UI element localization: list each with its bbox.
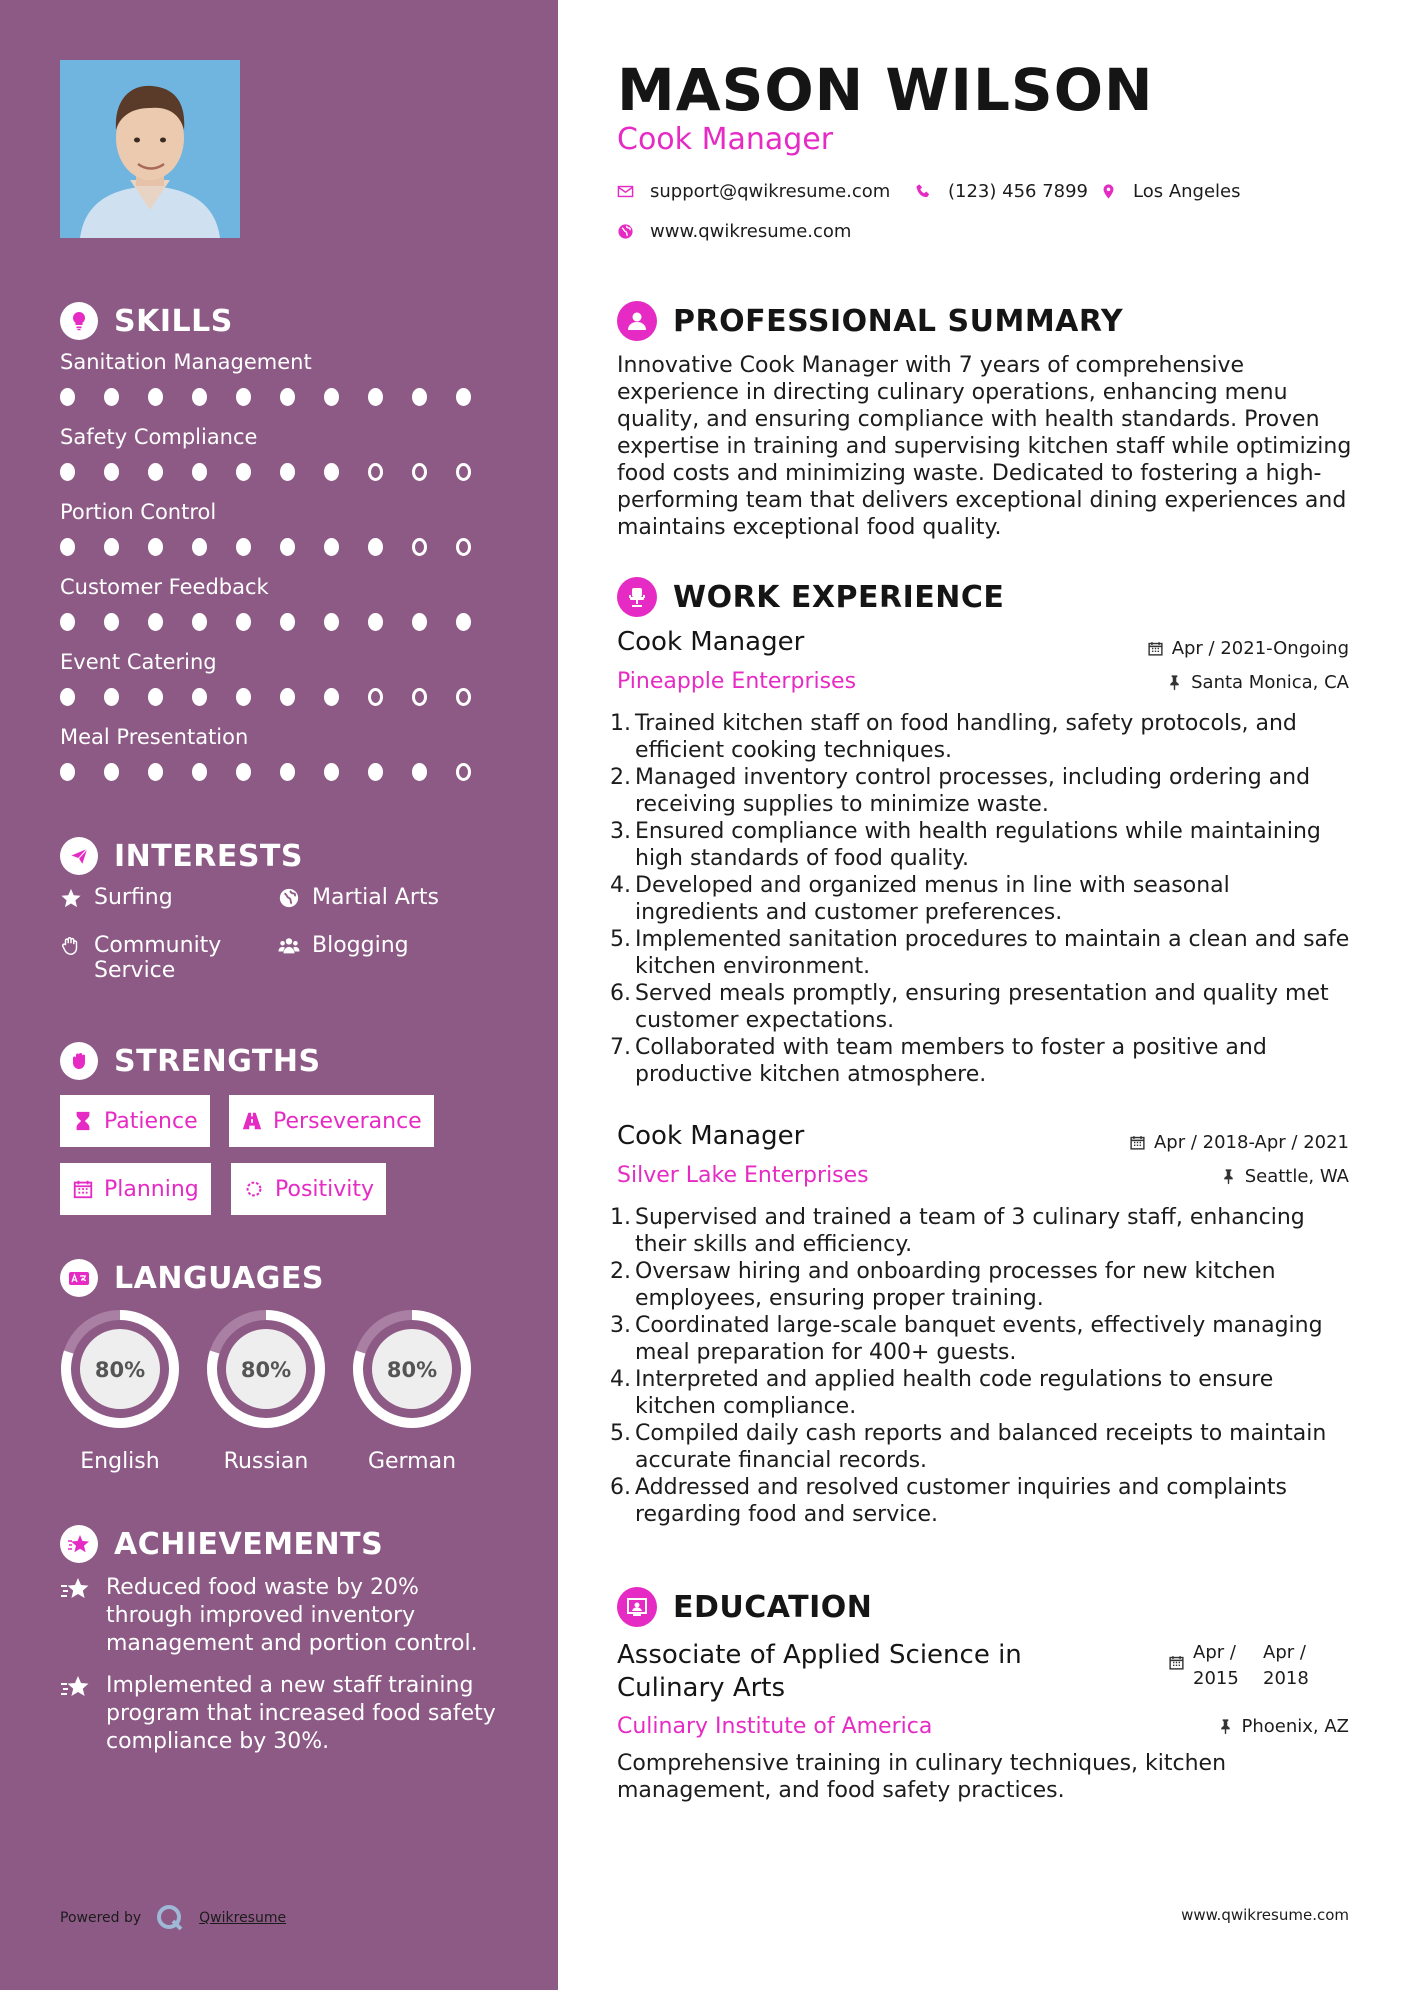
envelope-icon (617, 183, 634, 200)
job-bullet (610, 872, 1355, 926)
job-dates (1147, 638, 1349, 659)
rating-dot (280, 463, 295, 481)
job-bullet (610, 710, 1355, 764)
education-location (1217, 1716, 1350, 1737)
office-chair-icon (617, 577, 657, 617)
rating-dot (148, 463, 163, 481)
skill-rating (60, 613, 500, 631)
bullet-text: Collaborated with team members to foster a positive and productive kitchen atmosphere. (635, 1035, 1267, 1087)
language-name: Russian (223, 1449, 309, 1474)
rating-dot (236, 763, 251, 781)
rating-dot (280, 763, 295, 781)
profile-photo (60, 60, 240, 238)
rating-dot (60, 538, 75, 556)
email-contact[interactable] (617, 181, 890, 202)
paper-plane-icon (60, 837, 98, 875)
job-bullet (610, 1258, 1355, 1312)
rating-dot (236, 463, 251, 481)
bullet-text: Served meals promptly, ensuring presentation and quality met customer expectations. (635, 981, 1329, 1033)
language-progress-ring (204, 1307, 328, 1431)
skill-name: Safety Compliance (60, 425, 258, 449)
star-icon (60, 887, 82, 909)
location-text: Los Angeles (1133, 181, 1241, 202)
rating-dot (324, 688, 339, 706)
bullet-number: 6. (610, 981, 631, 1006)
rating-dot (60, 613, 75, 631)
job-bullet (610, 764, 1355, 818)
calendar-icon (1129, 1134, 1146, 1151)
education-title: EDUCATION (673, 1589, 873, 1625)
pushpin-icon (1166, 674, 1183, 691)
rating-dot (60, 388, 75, 406)
achievements-title: ACHIEVEMENTS (114, 1526, 384, 1562)
skill-row (60, 350, 500, 406)
rating-dot (324, 763, 339, 781)
bullet-number: 5. (610, 927, 631, 952)
interest-label: Blogging (312, 933, 409, 958)
sidebar (0, 0, 558, 1990)
skill-name: Event Catering (60, 650, 217, 674)
education-heading (617, 1587, 872, 1627)
education-school: Culinary Institute of America (617, 1714, 933, 1739)
achievement-text: Implemented a new staff training program that increased food safety compliance by 30%. (106, 1673, 496, 1754)
job-location (1220, 1166, 1349, 1187)
rating-dot (324, 613, 339, 631)
bullet-number: 1. (610, 711, 631, 736)
rating-dot (192, 688, 207, 706)
education-start: Apr / 2015 (1193, 1642, 1239, 1689)
email-text: support@qwikresume.com (650, 181, 891, 202)
rating-dot (280, 538, 295, 556)
skill-row (60, 650, 500, 706)
rating-dot (60, 463, 75, 481)
bullet-text: Ensured compliance with health regulations while maintaining high standards of food quality. (635, 819, 1321, 871)
powered-label: Powered by (60, 1910, 142, 1926)
strength-tag (60, 1095, 210, 1147)
hourglass-icon (72, 1110, 94, 1132)
sun-icon (243, 1178, 265, 1200)
rating-dot (104, 463, 119, 481)
bullet-text: Coordinated large-scale banquet events, effectively managing meal preparation for 400+ guests. (635, 1313, 1323, 1365)
phone-contact[interactable] (915, 181, 1088, 202)
rating-dot (60, 688, 75, 706)
education-dates (1168, 1640, 1315, 1692)
interests-title: INTERESTS (114, 838, 303, 874)
strengths-heading (60, 1042, 321, 1080)
rating-dot (60, 763, 75, 781)
rating-dot (280, 388, 295, 406)
job-location-text: Santa Monica, CA (1191, 672, 1349, 693)
strength-label: Perseverance (273, 1108, 422, 1134)
fist-icon (60, 1042, 98, 1080)
globe-icon (617, 223, 634, 240)
bullet-text: Addressed and resolved customer inquiries and complaints regarding food and service. (635, 1475, 1288, 1527)
strengths-title: STRENGTHS (114, 1043, 321, 1079)
job-company: Silver Lake Enterprises (617, 1163, 869, 1188)
bullet-number: 4. (610, 1367, 631, 1392)
experience-title: WORK EXPERIENCE (673, 579, 1005, 615)
skills-title: SKILLS (114, 303, 233, 339)
road-icon (241, 1110, 263, 1132)
rating-dot (104, 688, 119, 706)
interest-label: Martial Arts (312, 885, 440, 910)
rating-dot (148, 538, 163, 556)
job-title: Cook Manager (617, 627, 805, 657)
graduation-icon (617, 1587, 657, 1627)
rating-dot (148, 388, 163, 406)
candidate-name: MASON WILSON (617, 56, 1154, 124)
users-icon (278, 935, 300, 957)
qwikresume-logo-icon (155, 1903, 185, 1933)
candidate-role: Cook Manager (617, 122, 834, 157)
language-progress-ring (58, 1307, 182, 1431)
rating-dot (192, 538, 207, 556)
job-bullet (610, 1474, 1355, 1528)
language-percent: 80% (94, 1358, 146, 1382)
interests-heading (60, 837, 303, 875)
job-bullet-list (610, 1204, 1355, 1528)
summary-text: Innovative Cook Manager with 7 years of comprehensive experience in directing culinary operations, enhancing menu quality, and ensuring compliance with health standards. Proven expertise in training and supervising kitchen staff while optimizing food costs and minimizing waste. Dedicated to fostering a high-performing team that delivers exceptional dining experiences and maintains exceptional food quality. (617, 353, 1352, 540)
rating-dot (148, 763, 163, 781)
strength-tag (231, 1163, 386, 1215)
job-bullet (610, 980, 1355, 1034)
experience-heading (617, 577, 1004, 617)
education-end: Apr / 2018 (1263, 1642, 1309, 1689)
language-icon (60, 1259, 98, 1297)
bullet-number: 4. (610, 873, 631, 898)
language-item (350, 1307, 474, 1474)
bullet-text: Interpreted and applied health code regulations to ensure kitchen compliance. (635, 1367, 1274, 1419)
website-contact[interactable] (617, 221, 851, 242)
bullet-text: Managed inventory control processes, including ordering and receiving supplies to minimize waste. (635, 765, 1311, 817)
job-bullet (610, 1420, 1355, 1474)
job-bullet (610, 1034, 1355, 1088)
interest-item (278, 933, 409, 958)
languages-heading (60, 1259, 324, 1297)
skill-name: Customer Feedback (60, 575, 269, 599)
rating-dot (456, 763, 471, 781)
rating-dot (236, 538, 251, 556)
strength-label: Positivity (275, 1176, 375, 1202)
rating-dot (456, 388, 471, 406)
rating-dot (412, 388, 427, 406)
rating-dot (368, 688, 383, 706)
map-pin-icon (1100, 183, 1117, 200)
rating-dot (368, 463, 383, 481)
interest-item (60, 885, 173, 910)
skill-name: Portion Control (60, 500, 217, 524)
rating-dot (456, 688, 471, 706)
calendar-icon (72, 1178, 94, 1200)
skill-rating (60, 463, 500, 481)
bullet-number: 3. (610, 1313, 631, 1338)
rating-dot (412, 463, 427, 481)
user-icon (617, 301, 657, 341)
language-item (58, 1307, 182, 1474)
interest-item (60, 933, 221, 983)
achievements-heading (60, 1525, 383, 1563)
rating-dot (412, 688, 427, 706)
bullet-number: 3. (610, 819, 631, 844)
bullet-number: 1. (610, 1205, 631, 1230)
skill-row (60, 725, 500, 781)
rating-dot (280, 688, 295, 706)
job-location-text: Seattle, WA (1244, 1166, 1349, 1187)
rating-dot (412, 763, 427, 781)
bullet-number: 2. (610, 765, 631, 790)
language-name: English (80, 1449, 160, 1474)
bullet-number: 5. (610, 1421, 631, 1446)
rating-dot (324, 463, 339, 481)
job-company: Pineapple Enterprises (617, 669, 857, 694)
language-name: German (367, 1449, 457, 1474)
phone-icon (915, 183, 932, 200)
lightbulb-icon (60, 302, 98, 340)
rating-dot (368, 763, 383, 781)
job-bullet-list (610, 710, 1355, 1088)
rating-dot (324, 388, 339, 406)
rating-dot (412, 613, 427, 631)
rating-dot (192, 388, 207, 406)
language-item (204, 1307, 328, 1474)
calendar-icon (1147, 640, 1164, 657)
website-text: www.qwikresume.com (650, 221, 852, 242)
star-burst-icon (60, 1672, 90, 1702)
pushpin-icon (1220, 1168, 1237, 1185)
skill-row (60, 425, 500, 481)
strength-label: Patience (104, 1108, 198, 1134)
summary-heading (617, 301, 1123, 341)
skill-name: Meal Presentation (60, 725, 249, 749)
powered-by (60, 1903, 286, 1933)
skill-rating (60, 538, 500, 556)
skill-row (60, 575, 500, 631)
rating-dot (236, 613, 251, 631)
job-bullet (610, 926, 1355, 980)
qwikresume-link[interactable]: Qwikresume (199, 1910, 287, 1926)
rating-dot (368, 613, 383, 631)
bullet-number: 7. (610, 1035, 631, 1060)
strength-tag (229, 1095, 434, 1147)
languages-title: LANGUAGES (114, 1260, 324, 1296)
language-percent: 80% (386, 1358, 438, 1382)
rating-dot (192, 613, 207, 631)
rating-dot (192, 463, 207, 481)
skill-row (60, 500, 500, 556)
rating-dot (412, 538, 427, 556)
trophy-star-icon (60, 1525, 98, 1563)
location-contact (1100, 181, 1241, 202)
interest-item (278, 885, 439, 910)
footer-url[interactable]: www.qwikresume.com (1181, 1906, 1349, 1924)
rating-dot (236, 388, 251, 406)
bullet-number: 6. (610, 1475, 631, 1500)
achievement-item (60, 1672, 500, 1756)
rating-dot (192, 763, 207, 781)
interest-label: Community Service (94, 933, 222, 983)
phone-text: (123) 456 7899 (948, 181, 1089, 202)
education-degree: Associate of Applied Science in Culinary Arts (617, 1640, 1022, 1703)
rating-dot (104, 388, 119, 406)
rating-dot (148, 613, 163, 631)
job-dates-text: Apr / 2018-Apr / 2021 (1153, 1132, 1349, 1153)
bullet-text: Developed and organized menus in line with seasonal ingredients and customer preferences. (635, 873, 1230, 925)
rating-dot (456, 538, 471, 556)
job-bullet (610, 818, 1355, 872)
job-bullet (610, 1204, 1355, 1258)
rating-dot (368, 538, 383, 556)
job-dates-text: Apr / 2021-Ongoing (1171, 638, 1349, 659)
job-bullet (610, 1312, 1355, 1366)
rating-dot (324, 538, 339, 556)
job-title: Cook Manager (617, 1121, 805, 1151)
rating-dot (104, 613, 119, 631)
job-location (1166, 672, 1349, 693)
skill-rating (60, 763, 500, 781)
calendar-icon (1168, 1654, 1185, 1671)
rating-dot (368, 388, 383, 406)
job-bullet (610, 1366, 1355, 1420)
strength-label: Planning (104, 1176, 199, 1202)
rating-dot (456, 613, 471, 631)
bullet-text: Trained kitchen staff on food handling, safety protocols, and efficient cooking techniques. (635, 711, 1297, 763)
achievement-text: Reduced food waste by 20% through improved inventory management and portion control. (106, 1575, 478, 1656)
bullet-text: Supervised and trained a team of 3 culinary staff, enhancing their skills and efficiency. (635, 1205, 1305, 1257)
skill-rating (60, 388, 500, 406)
bullet-text: Oversaw hiring and onboarding processes for new kitchen employees, ensuring proper training. (635, 1259, 1276, 1311)
education-location-text: Phoenix, AZ (1241, 1716, 1349, 1737)
language-percent: 80% (240, 1358, 292, 1382)
star-burst-icon (60, 1574, 90, 1604)
globe-icon (278, 887, 300, 909)
achievement-item (60, 1574, 500, 1658)
bullet-text: Compiled daily cash reports and balanced receipts to maintain accurate financial records. (635, 1421, 1327, 1473)
summary-title: PROFESSIONAL SUMMARY (673, 303, 1124, 339)
skill-name: Sanitation Management (60, 350, 312, 374)
rating-dot (104, 538, 119, 556)
strength-tag (60, 1163, 211, 1215)
rating-dot (456, 463, 471, 481)
language-progress-ring (350, 1307, 474, 1431)
education-description: Comprehensive training in culinary techniques, kitchen management, and food safety practices. (617, 1751, 1227, 1803)
rating-dot (236, 688, 251, 706)
hand-icon (60, 935, 82, 957)
rating-dot (104, 763, 119, 781)
interest-label: Surfing (94, 885, 173, 910)
pushpin-icon (1217, 1718, 1234, 1735)
rating-dot (280, 613, 295, 631)
skill-rating (60, 688, 500, 706)
job-dates (1129, 1132, 1349, 1153)
skills-heading (60, 302, 233, 340)
bullet-number: 2. (610, 1259, 631, 1284)
rating-dot (148, 688, 163, 706)
bullet-text: Implemented sanitation procedures to maintain a clean and safe kitchen environment. (635, 927, 1350, 979)
